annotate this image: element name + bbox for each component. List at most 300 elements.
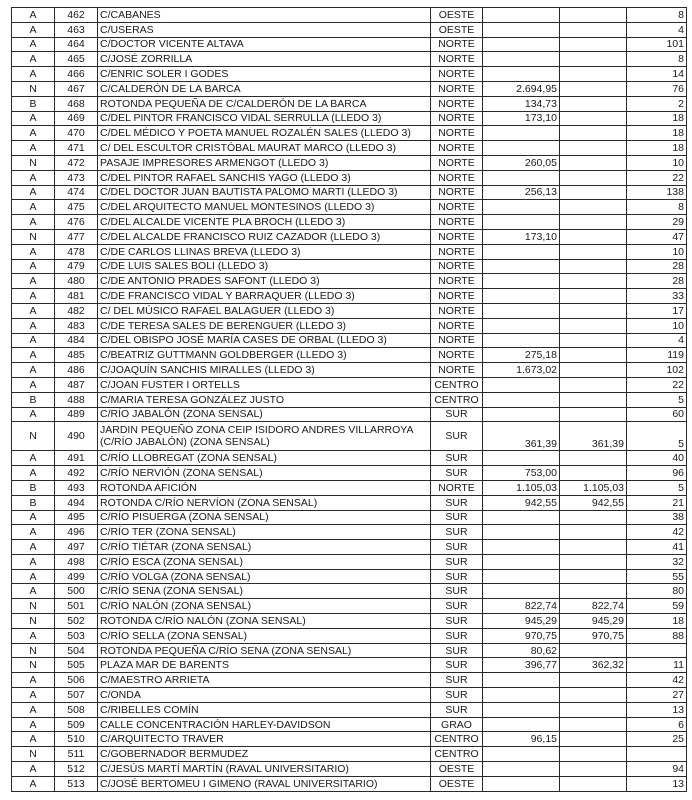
zone-cell: NORTE bbox=[431, 37, 483, 52]
amount1-cell bbox=[483, 215, 560, 230]
type-cell: A bbox=[12, 628, 55, 643]
table-row bbox=[12, 540, 687, 555]
amount1-cell: 2.694,95 bbox=[483, 81, 560, 96]
street-name-cell: C/GOBERNADOR BERMUDEZ bbox=[98, 747, 431, 762]
amount2-cell bbox=[560, 244, 627, 259]
id-cell: 468 bbox=[55, 96, 98, 111]
count-cell: 33 bbox=[627, 289, 687, 304]
id-cell: 512 bbox=[55, 762, 98, 777]
count-cell: 10 bbox=[627, 244, 687, 259]
street-name-cell: C/DEL PINTOR FRANCISCO VIDAL SERRULLA (LLEDO 3) bbox=[98, 111, 431, 126]
table-row bbox=[12, 348, 687, 363]
amount2-cell bbox=[560, 96, 627, 111]
id-cell: 506 bbox=[55, 673, 98, 688]
count-cell: 94 bbox=[627, 762, 687, 777]
id-cell: 483 bbox=[55, 318, 98, 333]
count-cell: 10 bbox=[627, 318, 687, 333]
amount1-cell bbox=[483, 762, 560, 777]
id-cell: 505 bbox=[55, 658, 98, 673]
zone-cell: NORTE bbox=[431, 170, 483, 185]
table-row bbox=[12, 22, 687, 37]
amount1-cell bbox=[483, 333, 560, 348]
zone-cell: NORTE bbox=[431, 289, 483, 304]
amount2-cell bbox=[560, 8, 627, 23]
count-cell: 14 bbox=[627, 67, 687, 82]
id-cell: 484 bbox=[55, 333, 98, 348]
count-cell: 13 bbox=[627, 776, 687, 791]
type-cell: A bbox=[12, 554, 55, 569]
type-cell: B bbox=[12, 495, 55, 510]
amount1-cell bbox=[483, 377, 560, 392]
amount2-cell bbox=[560, 200, 627, 215]
amount2-cell bbox=[560, 318, 627, 333]
count-cell: 27 bbox=[627, 688, 687, 703]
table-row bbox=[12, 525, 687, 540]
amount2-cell bbox=[560, 289, 627, 304]
type-cell: A bbox=[12, 540, 55, 555]
table-row bbox=[12, 422, 687, 451]
zone-cell: CENTRO bbox=[431, 377, 483, 392]
type-cell: A bbox=[12, 170, 55, 185]
street-name-cell: C/RÍO SENA (ZONA SENSAL) bbox=[98, 584, 431, 599]
table-row bbox=[12, 215, 687, 230]
table-row bbox=[12, 628, 687, 643]
zone-cell: NORTE bbox=[431, 229, 483, 244]
table-row bbox=[12, 96, 687, 111]
table-row bbox=[12, 599, 687, 614]
type-cell: A bbox=[12, 244, 55, 259]
amount2-cell bbox=[560, 525, 627, 540]
id-cell: 509 bbox=[55, 717, 98, 732]
street-name-cell: C/USERAS bbox=[98, 22, 431, 37]
zone-cell: SUR bbox=[431, 688, 483, 703]
amount1-cell bbox=[483, 259, 560, 274]
amount1-cell bbox=[483, 52, 560, 67]
street-name-cell: C/JOSÉ BERTOMEU I GIMENO (RAVAL UNIVERSITARIO) bbox=[98, 776, 431, 791]
street-name-cell: C/DE FRANCISCO VIDAL Y BARRAQUER (LLEDO 3) bbox=[98, 289, 431, 304]
type-cell: N bbox=[12, 229, 55, 244]
type-cell: A bbox=[12, 37, 55, 52]
type-cell: A bbox=[12, 8, 55, 23]
table-row bbox=[12, 466, 687, 481]
count-cell bbox=[627, 643, 687, 658]
id-cell: 481 bbox=[55, 289, 98, 304]
count-cell: 10 bbox=[627, 155, 687, 170]
amount1-cell: 260,05 bbox=[483, 155, 560, 170]
count-cell: 18 bbox=[627, 141, 687, 156]
type-cell: N bbox=[12, 81, 55, 96]
amount1-cell bbox=[483, 37, 560, 52]
street-name-cell: C/ONDA bbox=[98, 688, 431, 703]
table-row bbox=[12, 688, 687, 703]
type-cell: A bbox=[12, 274, 55, 289]
amount2-cell bbox=[560, 37, 627, 52]
amount1-cell bbox=[483, 688, 560, 703]
table-row bbox=[12, 52, 687, 67]
table-row bbox=[12, 141, 687, 156]
id-cell: 486 bbox=[55, 363, 98, 378]
id-cell: 474 bbox=[55, 185, 98, 200]
type-cell: B bbox=[12, 480, 55, 495]
table-row bbox=[12, 584, 687, 599]
amount2-cell: 362,32 bbox=[560, 658, 627, 673]
count-cell: 41 bbox=[627, 540, 687, 555]
id-cell: 502 bbox=[55, 614, 98, 629]
type-cell: A bbox=[12, 52, 55, 67]
count-cell: 22 bbox=[627, 170, 687, 185]
id-cell: 498 bbox=[55, 554, 98, 569]
zone-cell: NORTE bbox=[431, 67, 483, 82]
table-row bbox=[12, 643, 687, 658]
id-cell: 487 bbox=[55, 377, 98, 392]
zone-cell: NORTE bbox=[431, 111, 483, 126]
amount1-cell bbox=[483, 451, 560, 466]
zone-cell: SUR bbox=[431, 554, 483, 569]
type-cell: A bbox=[12, 732, 55, 747]
street-name-cell: C/DE CARLOS LLINAS BREVA (LLEDO 3) bbox=[98, 244, 431, 259]
count-cell: 138 bbox=[627, 185, 687, 200]
id-cell: 496 bbox=[55, 525, 98, 540]
amount1-cell bbox=[483, 200, 560, 215]
id-cell: 501 bbox=[55, 599, 98, 614]
street-name-cell: C/DEL OBISPO JOSÉ MARÍA CASES DE ORBAL (LLEDO 3) bbox=[98, 333, 431, 348]
id-cell: 480 bbox=[55, 274, 98, 289]
id-cell: 489 bbox=[55, 407, 98, 422]
zone-cell: NORTE bbox=[431, 141, 483, 156]
table-row bbox=[12, 407, 687, 422]
amount2-cell bbox=[560, 348, 627, 363]
zone-cell: NORTE bbox=[431, 155, 483, 170]
amount1-cell bbox=[483, 8, 560, 23]
street-name-cell: C/RÍO ESCA (ZONA SENSAL) bbox=[98, 554, 431, 569]
id-cell: 478 bbox=[55, 244, 98, 259]
street-name-cell: C/RÍO TER (ZONA SENSAL) bbox=[98, 525, 431, 540]
count-cell: 18 bbox=[627, 126, 687, 141]
table-row bbox=[12, 81, 687, 96]
id-cell: 463 bbox=[55, 22, 98, 37]
type-cell: A bbox=[12, 333, 55, 348]
type-cell: A bbox=[12, 126, 55, 141]
amount2-cell bbox=[560, 510, 627, 525]
amount2-cell bbox=[560, 776, 627, 791]
type-cell: A bbox=[12, 318, 55, 333]
type-cell: A bbox=[12, 762, 55, 777]
amount1-cell bbox=[483, 569, 560, 584]
amount1-cell bbox=[483, 554, 560, 569]
type-cell: A bbox=[12, 141, 55, 156]
id-cell: 485 bbox=[55, 348, 98, 363]
zone-cell: OESTE bbox=[431, 762, 483, 777]
id-cell: 499 bbox=[55, 569, 98, 584]
amount1-cell bbox=[483, 303, 560, 318]
street-name-cell: ROTONDA AFICIÓN bbox=[98, 480, 431, 495]
street-name-cell: C/ENRIC SOLER I GODES bbox=[98, 67, 431, 82]
amount2-cell bbox=[560, 732, 627, 747]
table-row bbox=[12, 732, 687, 747]
street-name-cell: C/ARQUITECTO TRAVER bbox=[98, 732, 431, 747]
street-name-cell: ROTONDA PEQUEÑA DE C/CALDERÓN DE LA BARCA bbox=[98, 96, 431, 111]
amount2-cell bbox=[560, 303, 627, 318]
amount1-cell: 173,10 bbox=[483, 111, 560, 126]
amount1-cell bbox=[483, 289, 560, 304]
id-cell: 466 bbox=[55, 67, 98, 82]
amount2-cell bbox=[560, 554, 627, 569]
id-cell: 497 bbox=[55, 540, 98, 555]
street-name-cell: C/DEL DOCTOR JUAN BAUTISTA PALOMO MARTI (LLEDO 3) bbox=[98, 185, 431, 200]
table-row bbox=[12, 170, 687, 185]
count-cell: 6 bbox=[627, 717, 687, 732]
type-cell: B bbox=[12, 392, 55, 407]
street-name-cell: C/JOAQUÍN SANCHIS MIRALLES (LLEDO 3) bbox=[98, 363, 431, 378]
count-cell: 5 bbox=[627, 422, 687, 451]
type-cell: A bbox=[12, 584, 55, 599]
id-cell: 475 bbox=[55, 200, 98, 215]
zone-cell: SUR bbox=[431, 422, 483, 451]
amount1-cell bbox=[483, 747, 560, 762]
street-name-cell: C/RÍO PISUERGA (ZONA SENSAL) bbox=[98, 510, 431, 525]
type-cell: A bbox=[12, 289, 55, 304]
count-cell: 21 bbox=[627, 495, 687, 510]
type-cell: A bbox=[12, 673, 55, 688]
amount1-cell: 753,00 bbox=[483, 466, 560, 481]
id-cell: 504 bbox=[55, 643, 98, 658]
count-cell: 59 bbox=[627, 599, 687, 614]
amount1-cell: 396,77 bbox=[483, 658, 560, 673]
type-cell: A bbox=[12, 22, 55, 37]
street-name-cell: C/DE TERESA SALES DE BERENGUER (LLEDO 3) bbox=[98, 318, 431, 333]
zone-cell: GRAO bbox=[431, 717, 483, 732]
count-cell: 13 bbox=[627, 702, 687, 717]
amount1-cell: 275,18 bbox=[483, 348, 560, 363]
street-name-cell: ROTONDA C/RÍO NALÓN (ZONA SENSAL) bbox=[98, 614, 431, 629]
zone-cell: SUR bbox=[431, 643, 483, 658]
zone-cell: NORTE bbox=[431, 96, 483, 111]
count-cell: 42 bbox=[627, 673, 687, 688]
table-row bbox=[12, 126, 687, 141]
table-row bbox=[12, 67, 687, 82]
zone-cell: NORTE bbox=[431, 185, 483, 200]
amount1-cell: 96,15 bbox=[483, 732, 560, 747]
id-cell: 511 bbox=[55, 747, 98, 762]
amount2-cell bbox=[560, 762, 627, 777]
type-cell: A bbox=[12, 348, 55, 363]
zone-cell: SUR bbox=[431, 407, 483, 422]
amount1-cell bbox=[483, 126, 560, 141]
type-cell: A bbox=[12, 466, 55, 481]
id-cell: 493 bbox=[55, 480, 98, 495]
amount1-cell bbox=[483, 22, 560, 37]
zone-cell: NORTE bbox=[431, 81, 483, 96]
street-name-cell: C/RÍO TIÉTAR (ZONA SENSAL) bbox=[98, 540, 431, 555]
amount1-cell bbox=[483, 274, 560, 289]
streets-table bbox=[11, 7, 687, 792]
count-cell: 8 bbox=[627, 52, 687, 67]
table-row bbox=[12, 289, 687, 304]
amount2-cell bbox=[560, 126, 627, 141]
table-row bbox=[12, 200, 687, 215]
count-cell: 4 bbox=[627, 333, 687, 348]
zone-cell: CENTRO bbox=[431, 747, 483, 762]
amount1-cell bbox=[483, 407, 560, 422]
type-cell: N bbox=[12, 747, 55, 762]
street-name-cell: C/JESÚS MARTÍ MARTÍN (RAVAL UNIVERSITARIO) bbox=[98, 762, 431, 777]
amount1-cell bbox=[483, 525, 560, 540]
amount2-cell bbox=[560, 52, 627, 67]
amount2-cell bbox=[560, 747, 627, 762]
amount1-cell bbox=[483, 702, 560, 717]
street-name-cell: C/CALDERÓN DE LA BARCA bbox=[98, 81, 431, 96]
amount2-cell bbox=[560, 141, 627, 156]
type-cell: A bbox=[12, 717, 55, 732]
amount2-cell bbox=[560, 259, 627, 274]
type-cell: A bbox=[12, 67, 55, 82]
street-name-cell: JARDIN PEQUEÑO ZONA CEIP ISIDORO ANDRES VILLARROYA (C/RÍO JABALÓN) (ZONA SENSAL) bbox=[98, 422, 431, 451]
amount2-cell bbox=[560, 717, 627, 732]
amount1-cell bbox=[483, 717, 560, 732]
id-cell: 495 bbox=[55, 510, 98, 525]
amount2-cell bbox=[560, 333, 627, 348]
amount1-cell bbox=[483, 392, 560, 407]
type-cell: A bbox=[12, 525, 55, 540]
amount1-cell bbox=[483, 170, 560, 185]
amount2-cell: 822,74 bbox=[560, 599, 627, 614]
count-cell: 40 bbox=[627, 451, 687, 466]
zone-cell: SUR bbox=[431, 540, 483, 555]
id-cell: 508 bbox=[55, 702, 98, 717]
zone-cell: SUR bbox=[431, 569, 483, 584]
amount1-cell bbox=[483, 510, 560, 525]
zone-cell: SUR bbox=[431, 525, 483, 540]
count-cell: 5 bbox=[627, 392, 687, 407]
id-cell: 482 bbox=[55, 303, 98, 318]
table-row bbox=[12, 776, 687, 791]
street-name-cell: ROTONDA C/RÍO NERVÍON (ZONA SENSAL) bbox=[98, 495, 431, 510]
amount1-cell: 970,75 bbox=[483, 628, 560, 643]
table-row bbox=[12, 37, 687, 52]
amount1-cell bbox=[483, 141, 560, 156]
table-row bbox=[12, 259, 687, 274]
zone-cell: SUR bbox=[431, 628, 483, 643]
zone-cell: OESTE bbox=[431, 8, 483, 23]
id-cell: 503 bbox=[55, 628, 98, 643]
count-cell: 5 bbox=[627, 480, 687, 495]
street-name-cell: C/DEL MÉDICO Y POETA MANUEL ROZALÉN SALES (LLEDO 3) bbox=[98, 126, 431, 141]
count-cell: 8 bbox=[627, 8, 687, 23]
id-cell: 470 bbox=[55, 126, 98, 141]
count-cell: 76 bbox=[627, 81, 687, 96]
zone-cell: NORTE bbox=[431, 348, 483, 363]
street-name-cell: C/DEL PINTOR RAFAEL SANCHIS YAGO (LLEDO 3) bbox=[98, 170, 431, 185]
table-row bbox=[12, 673, 687, 688]
amount2-cell bbox=[560, 392, 627, 407]
zone-cell: CENTRO bbox=[431, 732, 483, 747]
amount2-cell bbox=[560, 407, 627, 422]
id-cell: 510 bbox=[55, 732, 98, 747]
type-cell: N bbox=[12, 599, 55, 614]
count-cell: 25 bbox=[627, 732, 687, 747]
amount1-cell bbox=[483, 540, 560, 555]
amount2-cell bbox=[560, 215, 627, 230]
zone-cell: SUR bbox=[431, 495, 483, 510]
street-name-cell: C/DEL ALCALDE FRANCISCO RUIZ CAZADOR (LLEDO 3) bbox=[98, 229, 431, 244]
zone-cell: NORTE bbox=[431, 363, 483, 378]
table-row bbox=[12, 451, 687, 466]
type-cell: A bbox=[12, 569, 55, 584]
street-name-cell: C/CABANES bbox=[98, 8, 431, 23]
count-cell: 29 bbox=[627, 215, 687, 230]
amount2-cell bbox=[560, 81, 627, 96]
zone-cell: NORTE bbox=[431, 52, 483, 67]
type-cell: A bbox=[12, 407, 55, 422]
street-name-cell: C/MAESTRO ARRIETA bbox=[98, 673, 431, 688]
type-cell: A bbox=[12, 510, 55, 525]
amount2-cell bbox=[560, 584, 627, 599]
table-row bbox=[12, 318, 687, 333]
amount1-cell bbox=[483, 776, 560, 791]
type-cell: N bbox=[12, 422, 55, 451]
type-cell: A bbox=[12, 303, 55, 318]
amount2-cell bbox=[560, 22, 627, 37]
count-cell: 18 bbox=[627, 614, 687, 629]
amount1-cell: 1.105,03 bbox=[483, 480, 560, 495]
type-cell: N bbox=[12, 614, 55, 629]
id-cell: 492 bbox=[55, 466, 98, 481]
count-cell: 2 bbox=[627, 96, 687, 111]
type-cell: A bbox=[12, 377, 55, 392]
amount1-cell: 256,13 bbox=[483, 185, 560, 200]
count-cell: 96 bbox=[627, 466, 687, 481]
street-name-cell: CALLE CONCENTRACIÓN HARLEY-DAVIDSON bbox=[98, 717, 431, 732]
count-cell: 4 bbox=[627, 22, 687, 37]
amount2-cell bbox=[560, 466, 627, 481]
street-name-cell: C/MARIA TERESA GONZÁLEZ JUSTO bbox=[98, 392, 431, 407]
id-cell: 472 bbox=[55, 155, 98, 170]
count-cell: 28 bbox=[627, 274, 687, 289]
zone-cell: NORTE bbox=[431, 200, 483, 215]
table-row bbox=[12, 554, 687, 569]
street-name-cell: C/DEL ARQUITECTO MANUEL MONTESINOS (LLEDO 3) bbox=[98, 200, 431, 215]
id-cell: 464 bbox=[55, 37, 98, 52]
amount1-cell bbox=[483, 244, 560, 259]
count-cell: 88 bbox=[627, 628, 687, 643]
table-row bbox=[12, 229, 687, 244]
zone-cell: NORTE bbox=[431, 274, 483, 289]
amount1-cell: 942,55 bbox=[483, 495, 560, 510]
type-cell: A bbox=[12, 111, 55, 126]
zone-cell: NORTE bbox=[431, 215, 483, 230]
amount2-cell bbox=[560, 170, 627, 185]
table-row bbox=[12, 333, 687, 348]
id-cell: 513 bbox=[55, 776, 98, 791]
amount2-cell bbox=[560, 229, 627, 244]
table-row bbox=[12, 303, 687, 318]
count-cell: 17 bbox=[627, 303, 687, 318]
id-cell: 494 bbox=[55, 495, 98, 510]
street-name-cell: C/DE ANTONIO PRADES SAFONT (LLEDO 3) bbox=[98, 274, 431, 289]
zone-cell: OESTE bbox=[431, 22, 483, 37]
count-cell: 8 bbox=[627, 200, 687, 215]
table-row bbox=[12, 717, 687, 732]
amount2-cell bbox=[560, 540, 627, 555]
count-cell: 102 bbox=[627, 363, 687, 378]
count-cell: 38 bbox=[627, 510, 687, 525]
amount2-cell bbox=[560, 377, 627, 392]
type-cell: N bbox=[12, 643, 55, 658]
amount2-cell: 361,39 bbox=[560, 422, 627, 451]
count-cell: 80 bbox=[627, 584, 687, 599]
type-cell: A bbox=[12, 215, 55, 230]
amount2-cell bbox=[560, 673, 627, 688]
